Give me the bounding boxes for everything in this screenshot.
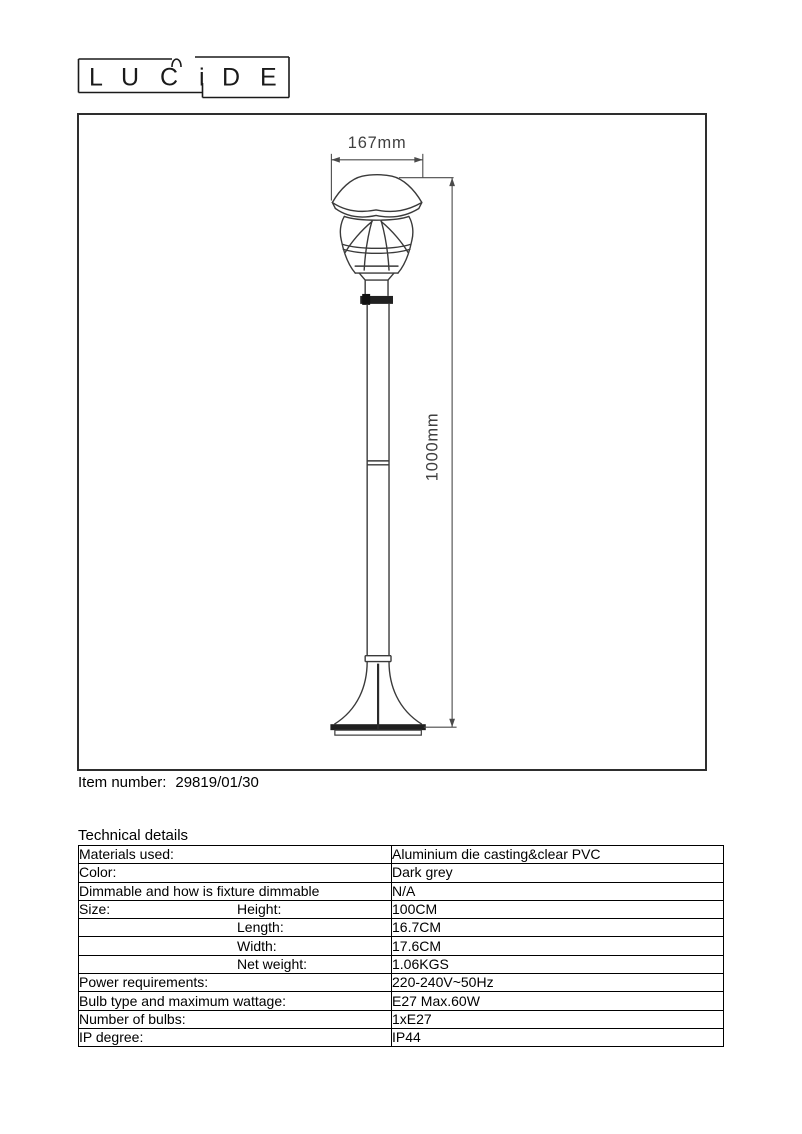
base bbox=[330, 662, 425, 736]
spec-value: IP44 bbox=[392, 1029, 421, 1046]
spec-value: E27 Max.60W bbox=[392, 992, 480, 1009]
table-row bbox=[79, 992, 724, 1010]
spec-label-cell bbox=[79, 955, 392, 973]
spec-value-cell bbox=[392, 1028, 724, 1046]
spec-label-cell bbox=[79, 900, 392, 918]
spec-label-cell bbox=[79, 1028, 392, 1046]
spec-label: Size: bbox=[79, 901, 111, 918]
spec-label-cell bbox=[79, 1010, 392, 1028]
spec-value-cell bbox=[392, 900, 724, 918]
spec-label-cell bbox=[79, 974, 392, 992]
logo-letters bbox=[89, 64, 277, 92]
clamp-bolt bbox=[362, 294, 370, 305]
drawing-frame bbox=[77, 113, 707, 771]
logo-letter-l: L bbox=[89, 63, 103, 92]
logo-letter-d: D bbox=[222, 63, 241, 92]
spec-value-cell bbox=[392, 992, 724, 1010]
spec-value: 220-240V~50Hz bbox=[392, 974, 494, 991]
base-lip bbox=[335, 730, 421, 735]
table-row bbox=[79, 919, 724, 937]
item-number bbox=[78, 774, 259, 791]
spec-label: Materials used: bbox=[79, 846, 174, 863]
spec-value-cell bbox=[392, 974, 724, 992]
table-row bbox=[79, 1010, 724, 1028]
pole bbox=[365, 304, 391, 662]
spec-label: Dimmable and how is fixture dimmable bbox=[79, 882, 320, 899]
spec-sublabel: Length: bbox=[237, 919, 284, 936]
logo-letter-u: U bbox=[121, 63, 140, 92]
spec-label: Number of bulbs: bbox=[79, 1010, 186, 1027]
lucide-logo bbox=[77, 54, 291, 100]
table-row bbox=[79, 864, 724, 882]
spec-value-cell bbox=[392, 937, 724, 955]
spec-value: Dark grey bbox=[392, 864, 453, 881]
spec-label-cell bbox=[79, 919, 392, 937]
item-number-value: 29819/01/30 bbox=[175, 774, 259, 791]
logo-letter-e: E bbox=[260, 63, 277, 92]
spec-sublabel: Height: bbox=[237, 901, 282, 918]
spec-label-cell bbox=[79, 882, 392, 900]
logo-letter-c: C bbox=[160, 63, 179, 92]
table-row bbox=[79, 955, 724, 973]
spec-label: Color: bbox=[79, 864, 117, 881]
table-row bbox=[79, 974, 724, 992]
logo-letter-i: i bbox=[199, 63, 205, 92]
spec-value: Aluminium die casting&clear PVC bbox=[392, 846, 601, 863]
spec-label: Power requirements: bbox=[79, 974, 209, 991]
technical-details-table-body bbox=[79, 846, 724, 1047]
spec-value: 100CM bbox=[392, 901, 438, 918]
spec-value-cell bbox=[392, 955, 724, 973]
table-row bbox=[79, 1028, 724, 1046]
spec-value: N/A bbox=[392, 882, 416, 899]
width-dimension-label: 167mm bbox=[347, 133, 407, 152]
spec-value-cell bbox=[392, 882, 724, 900]
product-technical-drawing bbox=[79, 115, 705, 769]
spec-value: 16.7CM bbox=[392, 919, 442, 936]
table-row bbox=[79, 882, 724, 900]
item-number-label: Item number: bbox=[78, 774, 167, 791]
spec-value: 1.06KGS bbox=[392, 955, 449, 972]
technical-details-table bbox=[78, 845, 724, 1047]
lantern-head bbox=[332, 175, 421, 280]
spec-label: IP degree: bbox=[79, 1029, 144, 1046]
spec-sublabel: Net weight: bbox=[237, 955, 308, 972]
table-row bbox=[79, 937, 724, 955]
spec-value-cell bbox=[392, 846, 724, 864]
spec-sublabel: Width: bbox=[237, 937, 277, 954]
table-row bbox=[79, 846, 724, 864]
spec-label: Bulb type and maximum wattage: bbox=[79, 992, 286, 1009]
spec-label-cell bbox=[79, 992, 392, 1010]
spec-label-cell bbox=[79, 846, 392, 864]
table-row bbox=[79, 900, 724, 918]
logo-frame bbox=[79, 57, 290, 98]
spec-label-cell bbox=[79, 864, 392, 882]
spec-value-cell bbox=[392, 919, 724, 937]
spec-value-cell bbox=[392, 864, 724, 882]
pole-clamp bbox=[360, 280, 393, 305]
technical-details-heading: Technical details bbox=[78, 827, 189, 844]
height-dimension-label: 1000mm bbox=[423, 412, 442, 482]
spec-label-cell bbox=[79, 937, 392, 955]
spec-value-cell bbox=[392, 1010, 724, 1028]
spec-value: 17.6CM bbox=[392, 937, 442, 954]
spec-value: 1xE27 bbox=[392, 1010, 432, 1027]
